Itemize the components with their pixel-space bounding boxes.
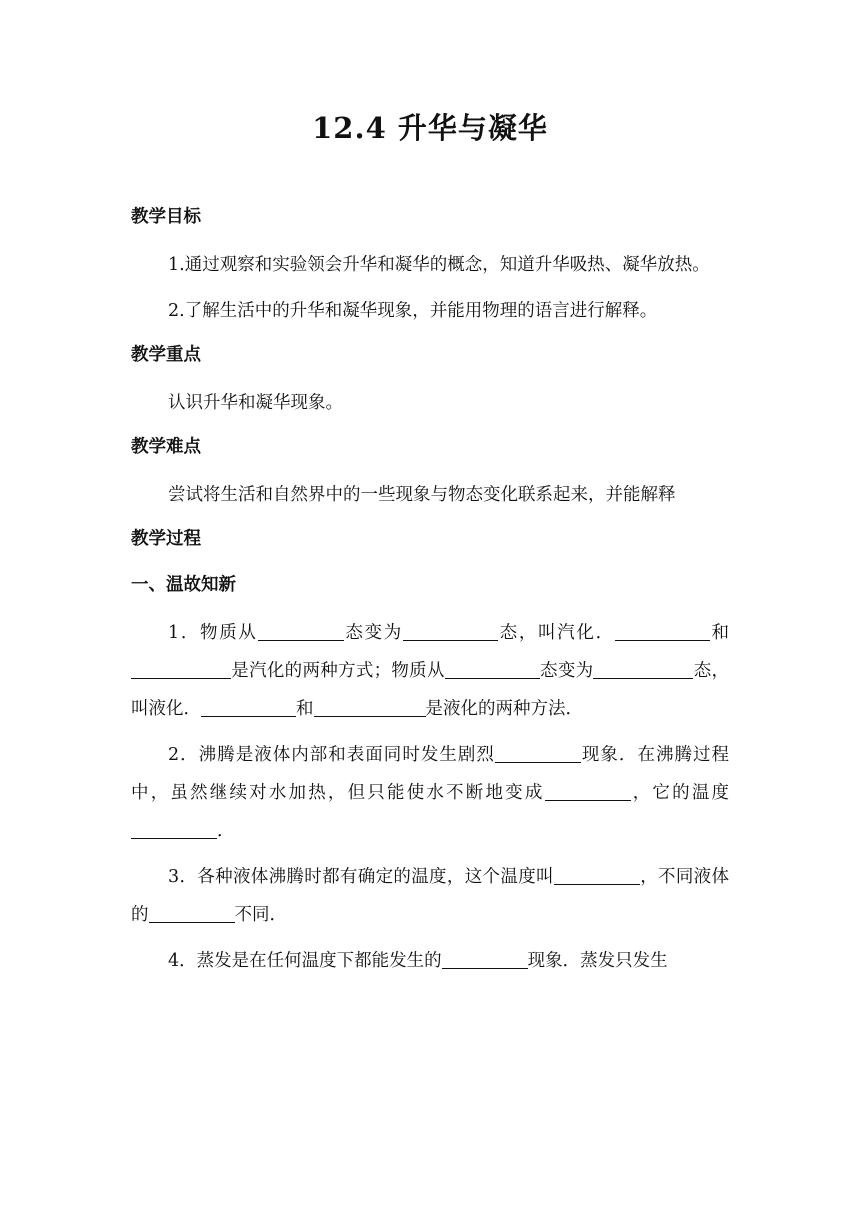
goal-item-1: 1.通过观察和实验领会升华和凝华的概念，知道升华吸热、凝华放热。 [168,255,710,275]
question-3-text-2: ，不同液体的 [131,867,729,925]
answer-blank [149,902,235,923]
question-3-text-3: 不同． [234,905,287,925]
answer-blank [442,948,528,969]
goal-item-2: 2.了解生活中的升华和凝华现象，并能用物理的语言进行解释。 [168,301,658,321]
answer-blank [403,620,498,641]
section-heading-goals: 教学目标 [131,207,201,227]
question-3-text-1: 3．各种液体沸腾时都有确定的温度，这个温度叫 [168,867,554,887]
answer-blank [495,742,581,763]
question-1-text-5: 是汽化的两种方式；物质从 [231,661,445,681]
section-heading-difficulties: 教学难点 [131,437,201,457]
answer-blank [615,620,710,641]
question-4 [131,942,729,980]
question-4-text-1: 4．蒸发是在任何温度下都能发生的 [168,951,442,971]
question-1-text-6: 态变为 [539,661,594,681]
answer-blank [593,658,693,679]
section-heading-key-points: 教学重点 [131,345,201,365]
page-title: 12.4 升华与凝华 [312,111,548,145]
question-1-text-2: 态变为 [343,623,403,643]
question-1-text-3: 态，叫汽化． [497,623,615,643]
answer-blank [131,818,217,839]
answer-blank [445,658,540,679]
answer-blank [314,696,426,717]
answer-blank [131,658,231,679]
question-2-text-1: 2．沸腾是液体内部和表面同时发生剧烈 [168,745,495,765]
question-1-text-1: 1．物质从 [168,623,258,643]
question-3 [131,858,729,934]
document-body [131,200,729,980]
question-2 [131,736,729,850]
answer-blank [545,780,631,801]
difficulties-text: 尝试将生活和自然界中的一些现象与物态变化联系起来，并能解释 [168,485,676,505]
key-points-text: 认识升华和凝华现象。 [168,393,343,413]
question-1-text-8: 和 [296,699,314,719]
question-1-text-9: 是液化的两种方法． [425,699,583,719]
answer-blank [554,864,640,885]
answer-blank [258,620,344,641]
answer-blank [201,696,296,717]
question-4-text-2: 现象．蒸发只发生 [527,951,668,971]
question-1-text-7: 态，叫液化． [131,661,730,719]
question-1-text-4: 和 [709,623,730,643]
question-2-text-3: ，它的温度 [630,783,730,803]
section-heading-process: 教学过程 [131,529,201,549]
question-2-text-4: ． [217,821,235,841]
question-2-text-2: 现象．在沸腾过程中，虽然继续对水加热，但只能使水不断地变成 [131,745,730,803]
subheading-review: 一、温故知新 [131,575,236,595]
question-1 [131,614,729,728]
